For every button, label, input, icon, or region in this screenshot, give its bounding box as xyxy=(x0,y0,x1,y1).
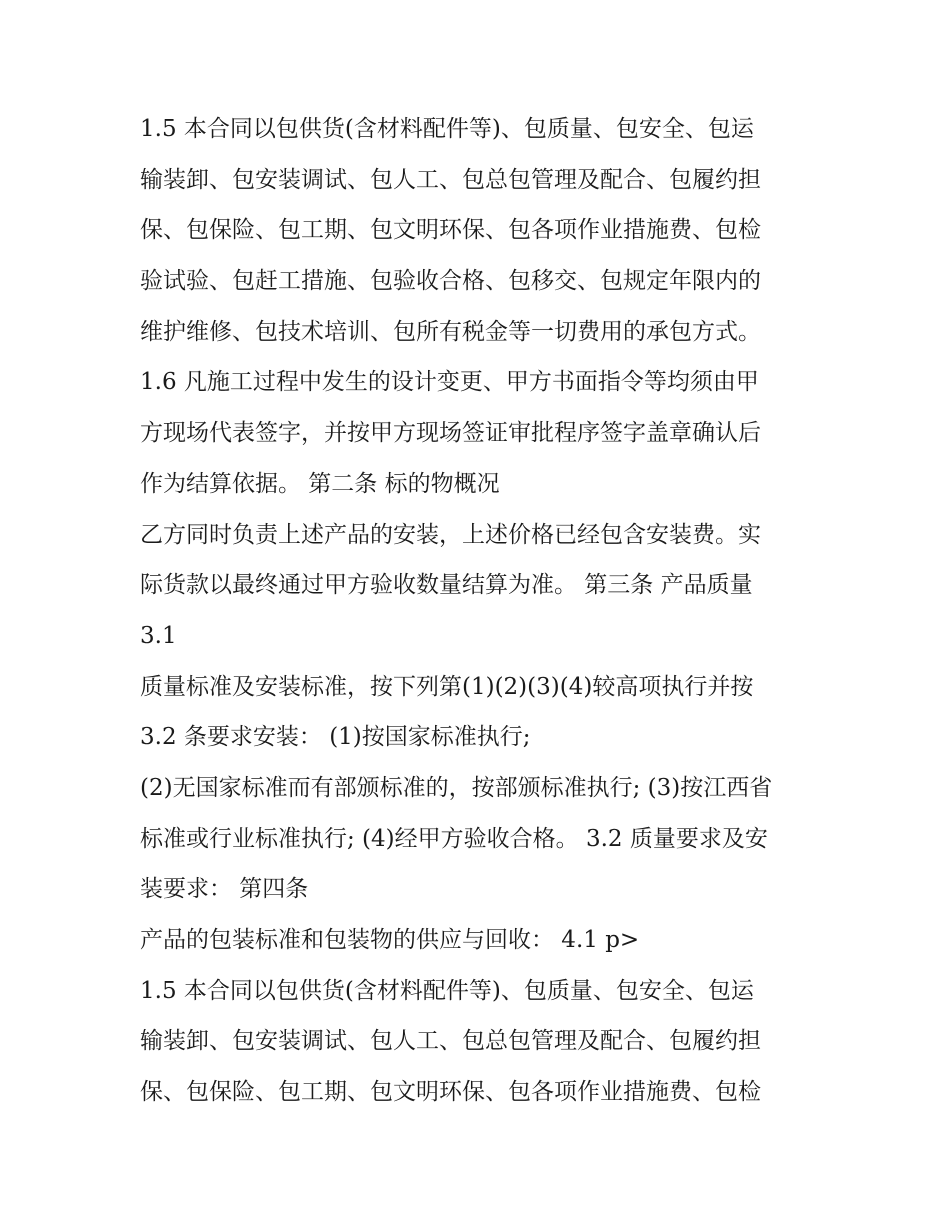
text-line: (2)无国家标准而有部颁标准的，按部颁标准执行; (3)按江西省 xyxy=(140,774,773,801)
text-line: 方现场代表签字，并按甲方现场签证审批程序签字盖章确认后 xyxy=(140,420,761,447)
text-line: 1.6 凡施工过程中发生的设计变更、甲方书面指令等均须由甲 xyxy=(140,369,759,396)
text-line: 乙方同时负责上述产品的安装，上述价格已经包含安装费。实 xyxy=(140,521,761,548)
text-line: 1.5 本合同以包供货(含材料配件等)、包质量、包安全、包运 xyxy=(140,977,754,1004)
text-line: 输装卸、包安装调试、包人工、包总包管理及配合、包履约担 xyxy=(140,166,761,193)
text-line: 3.2 条要求安装： (1)按国家标准执行; xyxy=(140,724,531,751)
text-line: 产品的包装标准和包装物的供应与回收： 4.1 p> xyxy=(140,927,640,953)
text-line: 验试验、包赶工措施、包验收合格、包移交、包规定年限内的 xyxy=(140,268,761,295)
contract-text-body xyxy=(140,104,830,1118)
text-line: 1.5 本合同以包供货(含材料配件等)、包质量、包安全、包运 xyxy=(140,116,754,142)
text-line: 装要求： 第四条 xyxy=(140,876,309,903)
text-line: 保、包保险、包工期、包文明环保、包各项作业措施费、包检 xyxy=(140,217,761,244)
text-line: 维护维修、包技术培训、包所有税金等一切费用的承包方式。 xyxy=(140,318,761,345)
text-line: 输装卸、包安装调试、包人工、包总包管理及配合、包履约担 xyxy=(140,1028,761,1055)
text-line: 标准或行业标准执行; (4)经甲方验收合格。 3.2 质量要求及安 xyxy=(140,825,768,852)
text-line: 作为结算依据。 第二条 标的物概况 xyxy=(140,470,500,497)
text-line: 际货款以最终通过甲方验收数量结算为准。 第三条 产品质量 xyxy=(140,572,753,599)
text-line: 3.1 xyxy=(140,622,177,649)
text-line: 质量标准及安装标准，按下列第(1)(2)(3)(4)较高项执行并按 xyxy=(140,673,754,700)
text-line: 保、包保险、包工期、包文明环保、包各项作业措施费、包检 xyxy=(140,1079,761,1106)
